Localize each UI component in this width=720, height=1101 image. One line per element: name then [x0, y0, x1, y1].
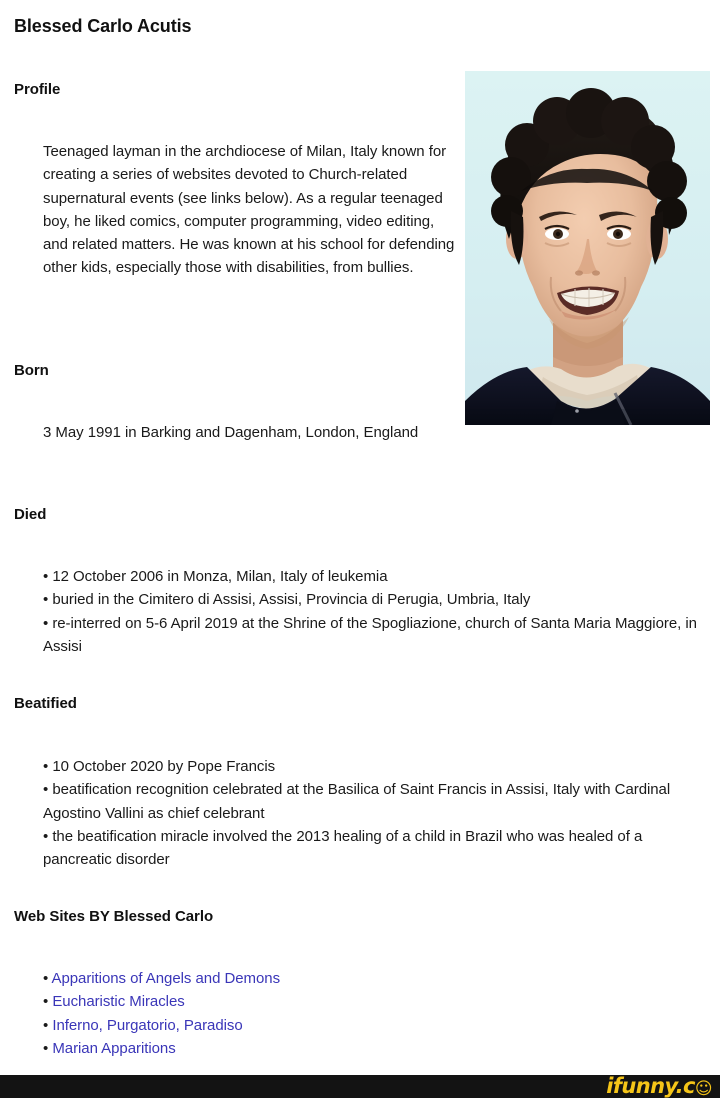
list-item [43, 990, 643, 1013]
profile-text: Teenaged layman in the archdiocese of Milan, Italy known for creating a series of websites devoted to Church-related supernatural events (see links below). As a regular teenaged boy, he liked comics, computer programming, video editing, and related matters. He was known at his school for defending other kids, especially those with disabilities, from bullies. [43, 143, 455, 277]
portrait-photo [465, 71, 710, 425]
ifunny-watermark [606, 1075, 712, 1100]
list-item: • re-interred on 5-6 April 2019 at the Shrine of the Spogliazione, church of Santa Maria Maggiore, in Assisi [43, 614, 697, 655]
beatified-list [43, 755, 703, 871]
websites-link-list [43, 967, 643, 1060]
bullet-glyph: • [43, 1039, 53, 1057]
website-link[interactable]: Marian Apparitions [52, 1039, 176, 1057]
bullet-glyph: • [43, 993, 53, 1011]
watermark-text: ifunny.c [606, 1074, 695, 1098]
smiley-face-icon: ☺ [694, 1079, 712, 1099]
footer-bar [0, 1075, 720, 1098]
section-heading-websites: Web Sites BY Blessed Carlo [14, 908, 214, 925]
section-heading-profile: Profile [14, 81, 61, 98]
list-item: • 10 October 2020 by Pope Francis [43, 758, 276, 775]
list-item [43, 1014, 643, 1037]
section-heading-died: Died [14, 506, 47, 523]
list-item: • beatification recognition celebrated at the Basilica of Saint Francis in Assisi, Italy with Cardinal Agostino Vallini as chief celebrant [43, 781, 671, 822]
list-item: • buried in the Cimitero di Assisi, Assisi, Provincia di Perugia, Umbria, Italy [43, 591, 531, 609]
list-item [43, 1037, 643, 1060]
list-item: • the beatification miracle involved the 2013 healing of a child in Brazil who was healed of a pancreatic disorder [43, 827, 643, 869]
bullet-glyph: • [43, 1016, 53, 1034]
page-title: Blessed Carlo Acutis [14, 16, 192, 36]
website-link[interactable]: Inferno, Purgatorio, Paradiso [52, 1016, 243, 1034]
website-link[interactable]: Apparitions of Angels and Demons [51, 970, 281, 987]
section-heading-born: Born [14, 362, 49, 379]
portrait-photo-graphic [465, 71, 710, 425]
list-item: • 12 October 2006 in Monza, Milan, Italy of leukemia [43, 568, 388, 585]
bullet-glyph: • [43, 970, 52, 987]
born-text: 3 May 1991 in Barking and Dagenham, London, England [43, 424, 419, 441]
website-link[interactable]: Eucharistic Miracles [52, 993, 185, 1011]
list-item [43, 967, 643, 990]
died-list [43, 565, 703, 658]
section-heading-beatified: Beatified [14, 695, 77, 712]
